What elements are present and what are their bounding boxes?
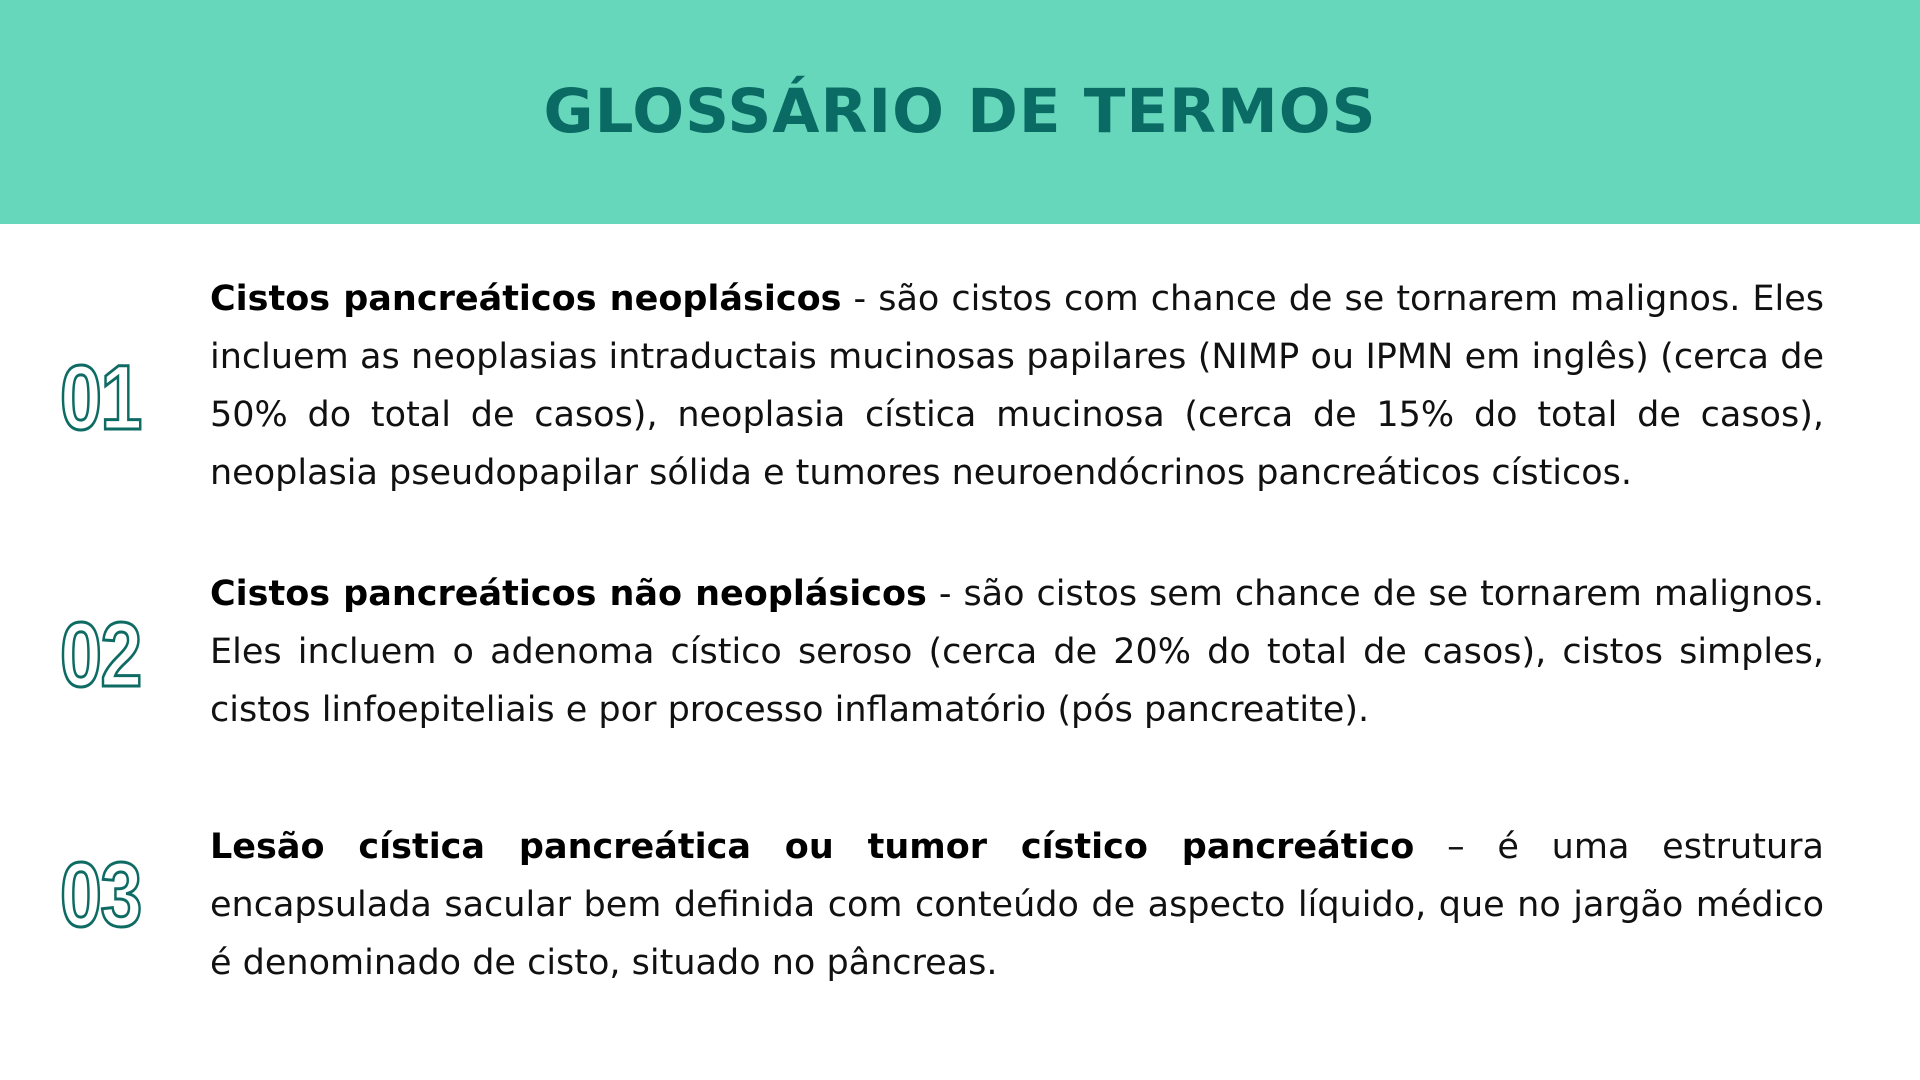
entry-definition: - são cistos sem chance de se tornarem malignos. Eles incluem o adenoma cístico seroso (cerca de 20% do total de casos), cistos simples, cistos linfoepiteliais e por processo inflamatório (pós pancreatite). — [210, 574, 1824, 730]
entry-term: Cistos pancreáticos não neoplásicos — [210, 574, 927, 614]
entry-term: Cistos pancreáticos neoplásicos — [210, 279, 842, 319]
entry-text — [210, 270, 1824, 502]
entry-text — [210, 565, 1824, 739]
entry-term: Lesão cística pancreática ou tumor cístico pancreático — [210, 827, 1415, 867]
entry-definition: – é uma estrutura encapsulada sacular bem definida com conteúdo de aspecto líquido, que no jargão médico é denominado de cisto, situado no pâncreas. — [210, 827, 1824, 983]
header-banner — [0, 0, 1920, 224]
entry-number: 02 — [60, 604, 141, 706]
entry-number: 01 — [60, 347, 141, 449]
entry-text — [210, 818, 1824, 992]
entry-number: 03 — [60, 844, 141, 946]
page-title: GLOSSÁRIO DE TERMOS — [543, 75, 1377, 147]
entry-definition: - são cistos com chance de se tornarem malignos. Eles incluem as neoplasias intraductais mucinosas papilares (NIMP ou IPMN em inglês) (cerca de 50% do total de casos), neoplasia cística mucinosa (cerca de 15% do total de casos), neoplasia pseudopapilar sólida e tumores neuroendócrinos pancreáticos císticos. — [210, 279, 1824, 493]
